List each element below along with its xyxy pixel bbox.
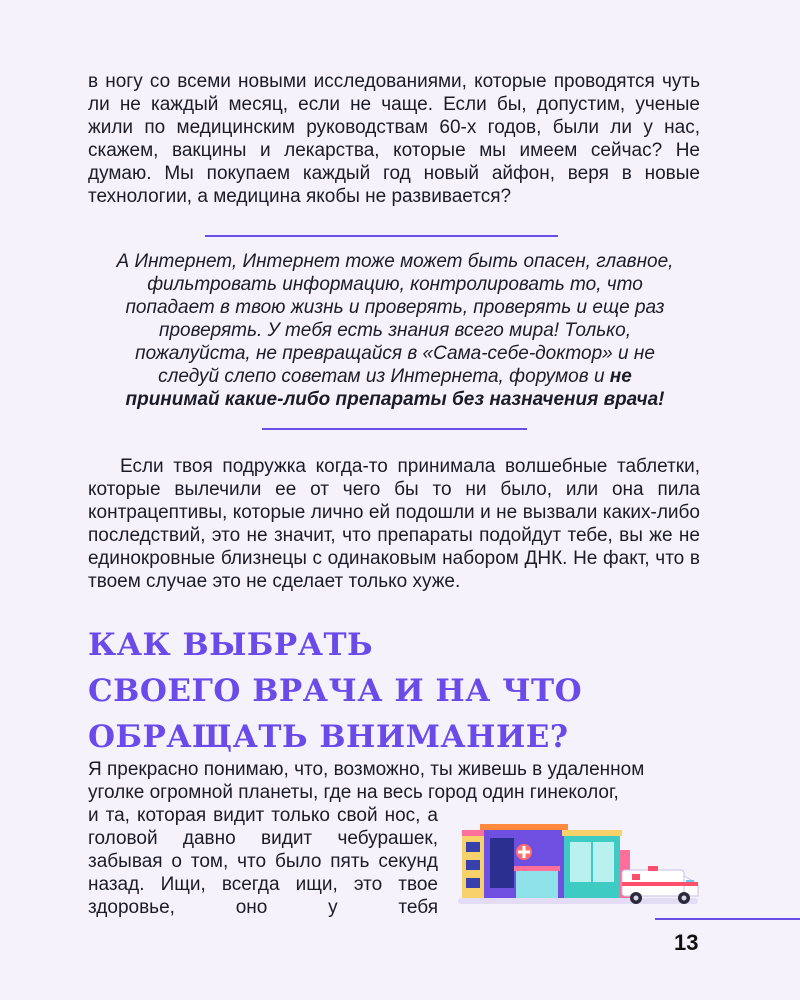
- section-heading: [88, 622, 728, 760]
- heading-line-2: СВОЕГО ВРАЧА И НА ЧТО: [88, 673, 583, 709]
- main-roof: [480, 824, 568, 830]
- heading-line-3: ОБРАЩАТЬ ВНИМАНИЕ?: [88, 719, 569, 755]
- page-number: 13: [674, 930, 699, 955]
- paragraph-3-line-2: уголке огромной планеты, где на весь город один гинеколог,: [88, 782, 619, 803]
- right-block-roof: [562, 830, 622, 836]
- body-paragraph-3: [88, 758, 700, 804]
- entrance-glass: [516, 870, 558, 898]
- footer-divider: [655, 918, 800, 920]
- body-paragraph-2: Если твоя подружка когда-то принимала волшебные таблетки, которые вылечили ее от чего бы то ни было, или она пила контрацептивы, которые лично ей подошли и не вызвали каких-либо последствий, это не значит, что препараты подойдут тебе, вы же не единокровные близнецы с одинаковым набором ДНК. Не факт, что в твоем случае это не сделает только хуже.: [88, 456, 700, 592]
- body-paragraph-4: и та, которая видит только свой нос, а головой давно видит чебурашек, забывая о том, что было пять секунд назад. Ищи, всегда ищи, это твое здоровье, оно у тебя: [88, 805, 438, 918]
- quote-text: А Интернет, Интернет тоже может быть опасен, главное, фильтровать информацию, контролировать то, что попадает в твою жизнь и проверять, проверять и еще раз проверять. У тебя есть знания всего мира! Только, пожалуйста, не превращайся в «Сама-себе-доктор» и не следуй слепо советам из Интернета, форумов и: [116, 251, 674, 387]
- quote-divider-bottom: [262, 428, 527, 430]
- glass-divider: [591, 842, 593, 882]
- quote-divider-top: [205, 235, 558, 237]
- paragraph-3-line-1: Я прекрасно понимаю, что, возможно, ты живешь в удаленном: [88, 759, 645, 780]
- window-icon: [466, 878, 480, 888]
- heading-line-1: КАК ВЫБРАТЬ: [88, 627, 374, 663]
- left-wing-roof: [462, 830, 486, 836]
- cross-icon: [518, 851, 530, 854]
- entrance-canopy: [514, 866, 560, 871]
- window-icon: [466, 842, 480, 852]
- window-icon: [466, 860, 480, 870]
- body-paragraph-1: в ногу со всеми новыми исследованиями, которые проводятся чуть ли не каждый месяц, если не чаще. Если бы, допустим, ученые жили по медицинским руководствам 60-х годов, были ли у нас, скажем, вакцины и лекарства, которые мы имеем сейчас? Не думаю. Мы покупаем каждый год новый айфон, веря в новые технологии, а медицина якобы не развивается?: [88, 71, 700, 207]
- ground-shadow: [458, 898, 698, 904]
- quote-bold-warning: не принимай какие-либо препараты без назначения врача!: [125, 366, 665, 410]
- hospital-ambulance-illustration: [458, 820, 720, 908]
- callout-quote: [110, 250, 680, 411]
- main-window-icon: [490, 838, 514, 888]
